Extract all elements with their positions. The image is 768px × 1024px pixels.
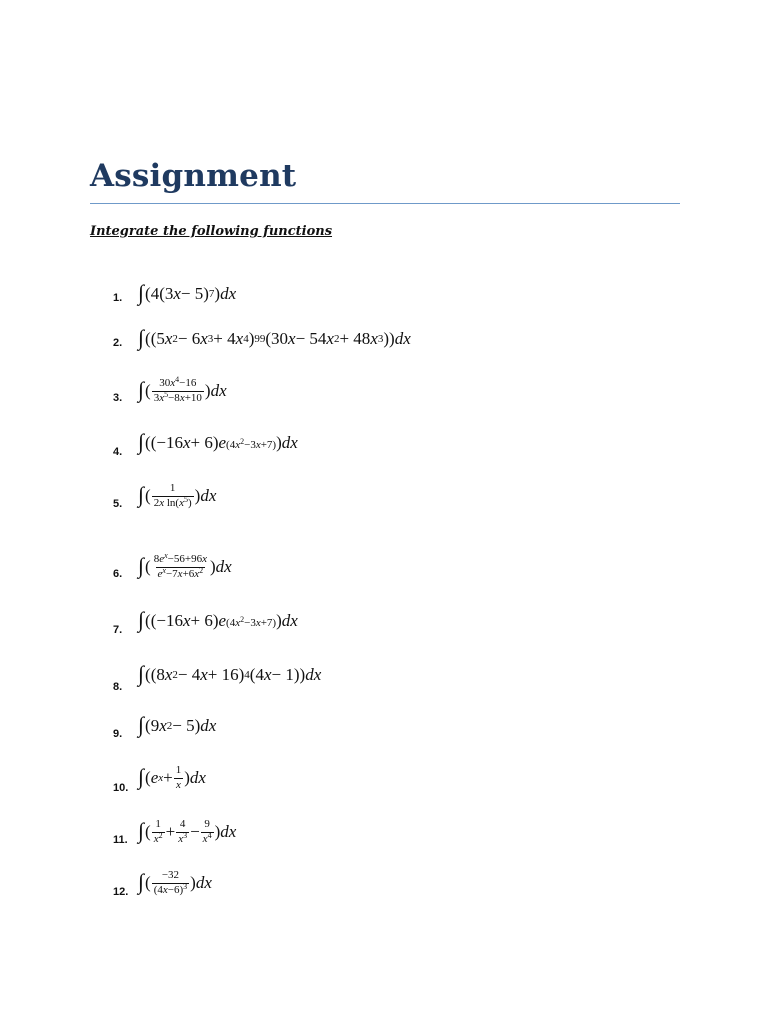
problem-expression: ∫ (4(3 x − 5) 7 ) dx [138,280,237,305]
problem-expression: ∫ ( $\frac{-32}{(4x-6)^3}$ ) dx [138,868,212,896]
problem-number: 5. [113,498,123,510]
problem-number: 10. [113,782,129,794]
problem-expression: ∫ ( $\frac{8e^x-56+96x}{e^x-7x+6x^2}$ ) dx [138,550,232,580]
problem-expression: ∫ ( e x + $\frac{1}{x}$ ) dx [138,763,206,791]
problem-expression: ∫ ( $\frac{1}{2x \ln(x^5)}$ ) dx [138,481,217,509]
problem-number: 9. [113,728,123,740]
problem-number: 6. [113,568,123,580]
page-title: Assignment [90,158,297,194]
problem-number: 8. [113,681,123,693]
problem-number: 2. [113,337,123,349]
problem-expression: ∫ (9 x 2 − 5) dx [138,712,217,737]
problem-expression: ∫ ((8 x 2 − 4 x + 16) 4 (4 x − 1)) dx [138,661,322,686]
problem-number: 3. [113,392,123,404]
problem-expression: ∫ ((−16 x + 6) e $(4x^2-3x+7)$ ) dx [138,607,298,632]
problem-expression: ∫ ((−16 x + 6) e $(4x^2-3x+7)$ ) dx [138,429,298,454]
problem-number: 1. [113,292,123,304]
problem-expression: ∫ ( $\frac{30x^4-16}{3x^5-8x+10}$ ) dx [138,374,227,404]
instruction-heading: Integrate the following functions [90,224,333,239]
problem-number: 7. [113,624,123,636]
problem-number: 11. [113,834,128,846]
problem-expression: ∫ ( $\frac{1}{x^2}$ + $\frac{4}{x^3}$ − $\frac{9}{x^4}$ ) dx [138,817,237,845]
title-divider [90,203,680,204]
problem-number: 12. [113,886,129,898]
problem-expression: ∫ ((5 x 2 − 6 x 3 + 4 x 4 ) 99 (30 x − 54 x 2 + 48 x 3 )) dx [138,325,411,350]
problem-number: 4. [113,446,123,458]
